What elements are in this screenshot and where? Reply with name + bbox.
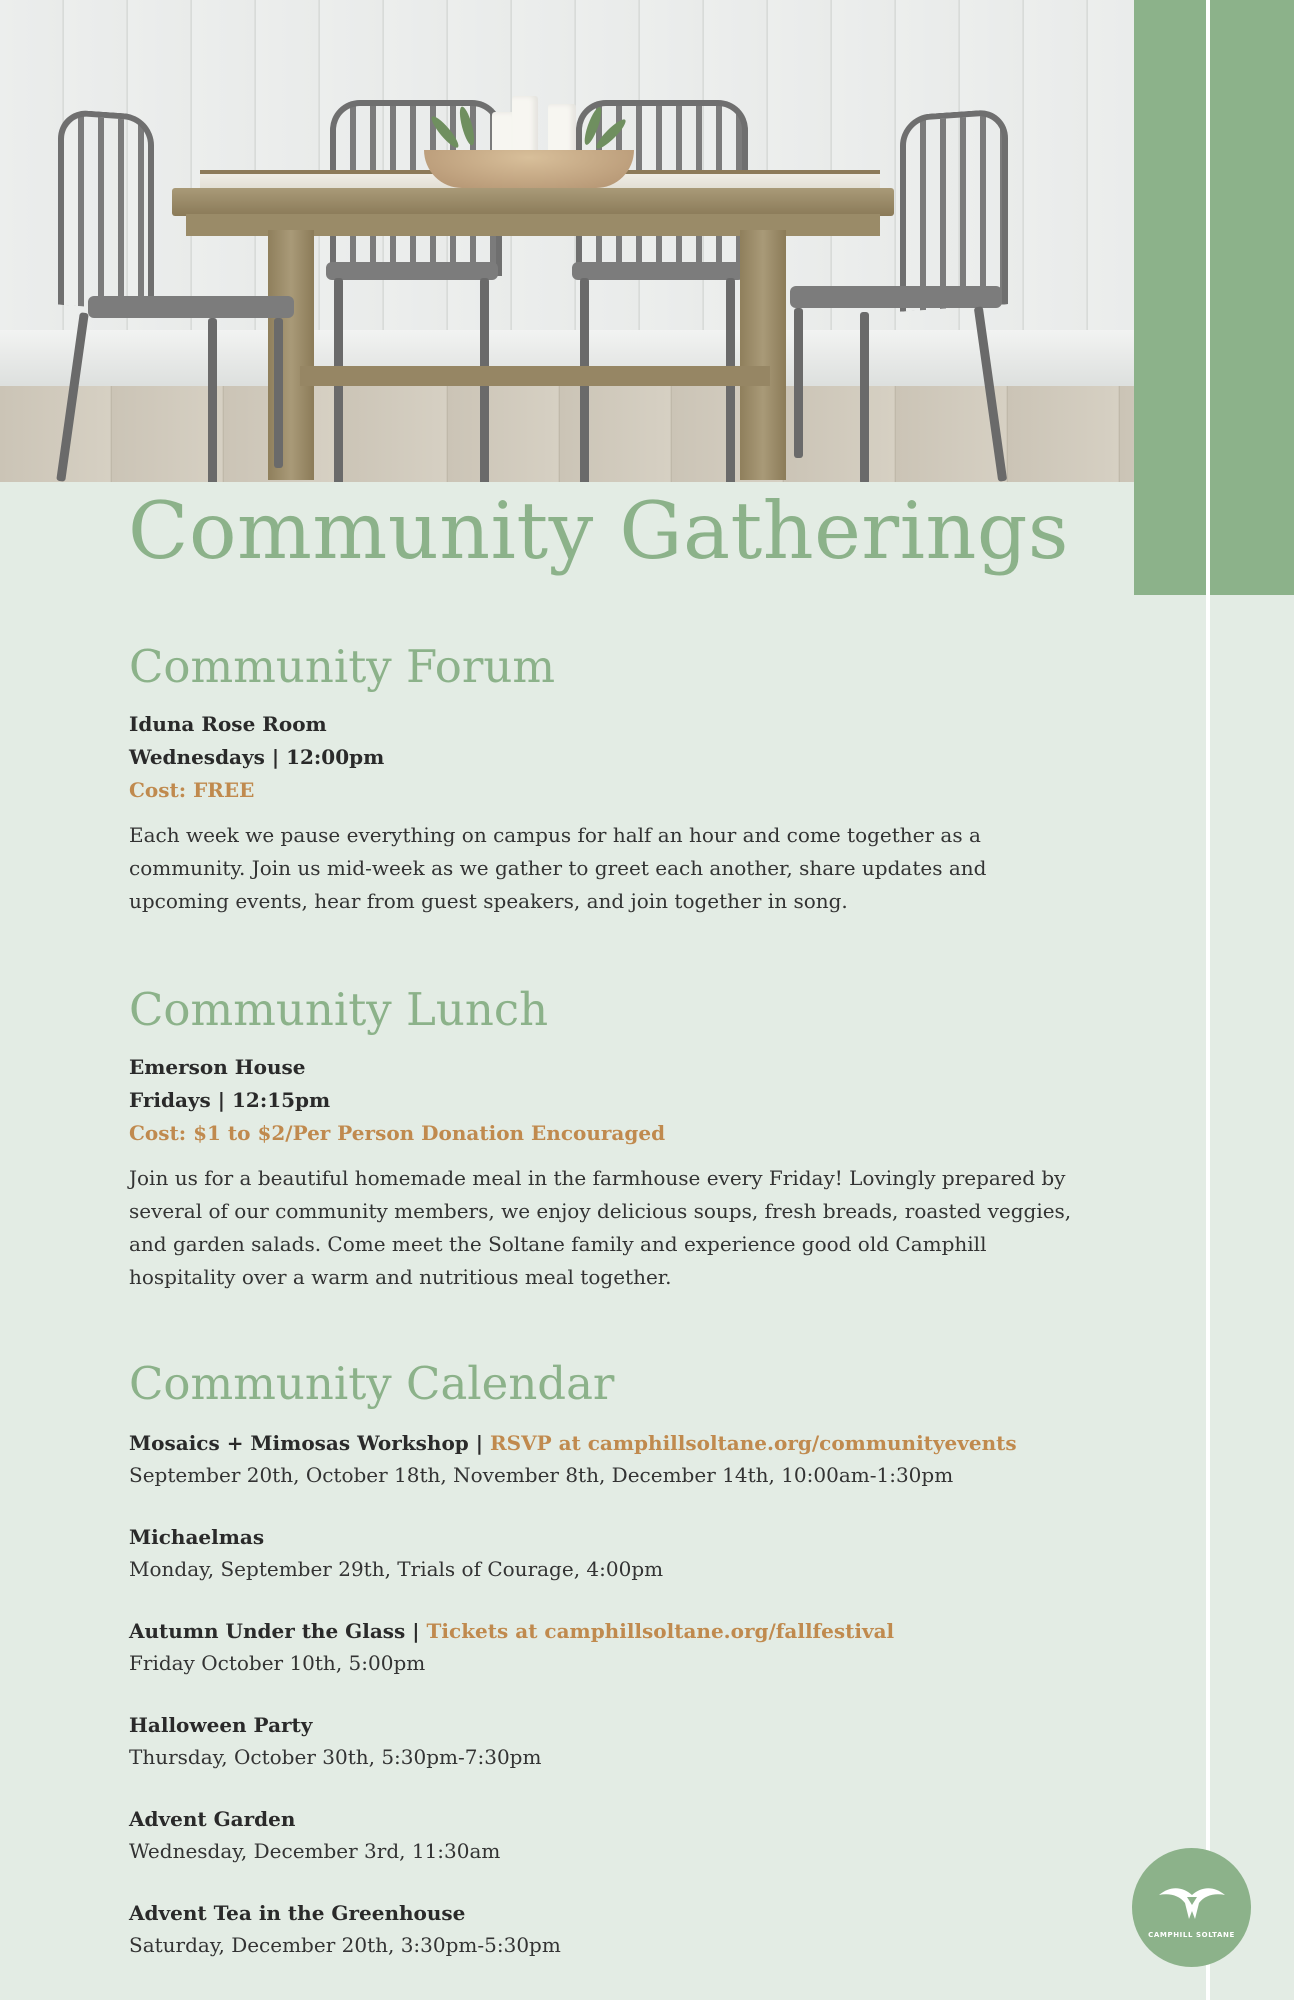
event-heading: [129, 1615, 1089, 1647]
event-name: Advent Tea in the Greenhouse: [129, 1901, 466, 1925]
calendar-event: [129, 1615, 1089, 1679]
hero-floor: [0, 386, 1134, 482]
soltane-bird-icon: [1157, 1883, 1227, 1923]
side-divider-line: [1206, 0, 1210, 2000]
camphill-soltane-logo[interactable]: [1132, 1848, 1251, 1967]
section-community-lunch: [129, 983, 1089, 1294]
event-cost: Cost: FREE: [129, 778, 255, 802]
event-tickets-link[interactable]: Tickets at camphillsoltane.org/fallfestival: [426, 1619, 895, 1643]
event-name: Michaelmas: [129, 1525, 265, 1549]
event-location: Iduna Rose Room: [129, 712, 327, 736]
event-name: Autumn Under the Glass: [129, 1619, 406, 1643]
candle: [512, 96, 538, 158]
event-details: Wednesday, December 3rd, 11:30am: [129, 1839, 501, 1863]
table-leg: [740, 230, 786, 480]
event-schedule: Fridays | 12:15pm: [129, 1088, 331, 1112]
section-community-calendar: [129, 1357, 1089, 1991]
event-details: Friday October 10th, 5:00pm: [129, 1651, 426, 1675]
event-details: Saturday, December 20th, 3:30pm-5:30pm: [129, 1933, 561, 1957]
event-separator: |: [405, 1619, 427, 1643]
calendar-event: [129, 1521, 1089, 1585]
calendar-event: [129, 1709, 1089, 1773]
side-bar-green-left: [1134, 0, 1206, 595]
table-stretcher: [300, 366, 770, 386]
hero-image: [0, 0, 1134, 482]
event-details: September 20th, October 18th, November 8th, December 14th, 10:00am-1:30pm: [129, 1463, 954, 1487]
section-title: Community Forum: [129, 640, 556, 693]
event-schedule: Wednesdays | 12:00pm: [129, 745, 385, 769]
section-description: Join us for a beautiful homemade meal in the farmhouse every Friday! Lovingly prepared by several of our community members, we enjoy delicious soups, fresh breads, roasted veggies, and garden salads. Come meet the Soltane family and experience good old Camphill hospitality over a warm and nutritious meal together.: [129, 1166, 1072, 1289]
event-location: Emerson House: [129, 1055, 306, 1079]
calendar-event: [129, 1897, 1089, 1961]
section-title: Community Lunch: [129, 983, 549, 1036]
logo-text: CAMPHILL SOLTANE: [1148, 1930, 1235, 1939]
event-separator: |: [468, 1431, 490, 1455]
event-details: Thursday, October 30th, 5:30pm-7:30pm: [129, 1745, 542, 1769]
event-name: Halloween Party: [129, 1713, 313, 1737]
section-description: Each week we pause everything on campus for half an hour and come together as a community. Join us mid-week as we gather to greet each another, share updates and upcoming events, hear from guest speakers, and join together in song.: [129, 823, 987, 913]
event-cost: Cost: $1 to $2/Per Person Donation Encouraged: [129, 1121, 666, 1145]
calendar-event: [129, 1427, 1089, 1491]
calendar-event: [129, 1803, 1089, 1867]
wooden-bowl: [424, 150, 634, 188]
event-heading: [129, 1427, 1089, 1459]
event-rsvp-link[interactable]: RSVP at camphillsoltane.org/communityevents: [490, 1431, 1017, 1455]
event-name: Advent Garden: [129, 1807, 296, 1831]
section-title: Community Calendar: [129, 1357, 615, 1410]
table-top: [172, 188, 894, 216]
event-details: Monday, September 29th, Trials of Courage, 4:00pm: [129, 1557, 664, 1581]
side-bar-green-right: [1210, 0, 1294, 595]
section-community-forum: [129, 640, 1089, 918]
page-title: Community Gatherings: [128, 485, 1069, 577]
event-name: Mosaics + Mimosas Workshop: [129, 1431, 469, 1455]
